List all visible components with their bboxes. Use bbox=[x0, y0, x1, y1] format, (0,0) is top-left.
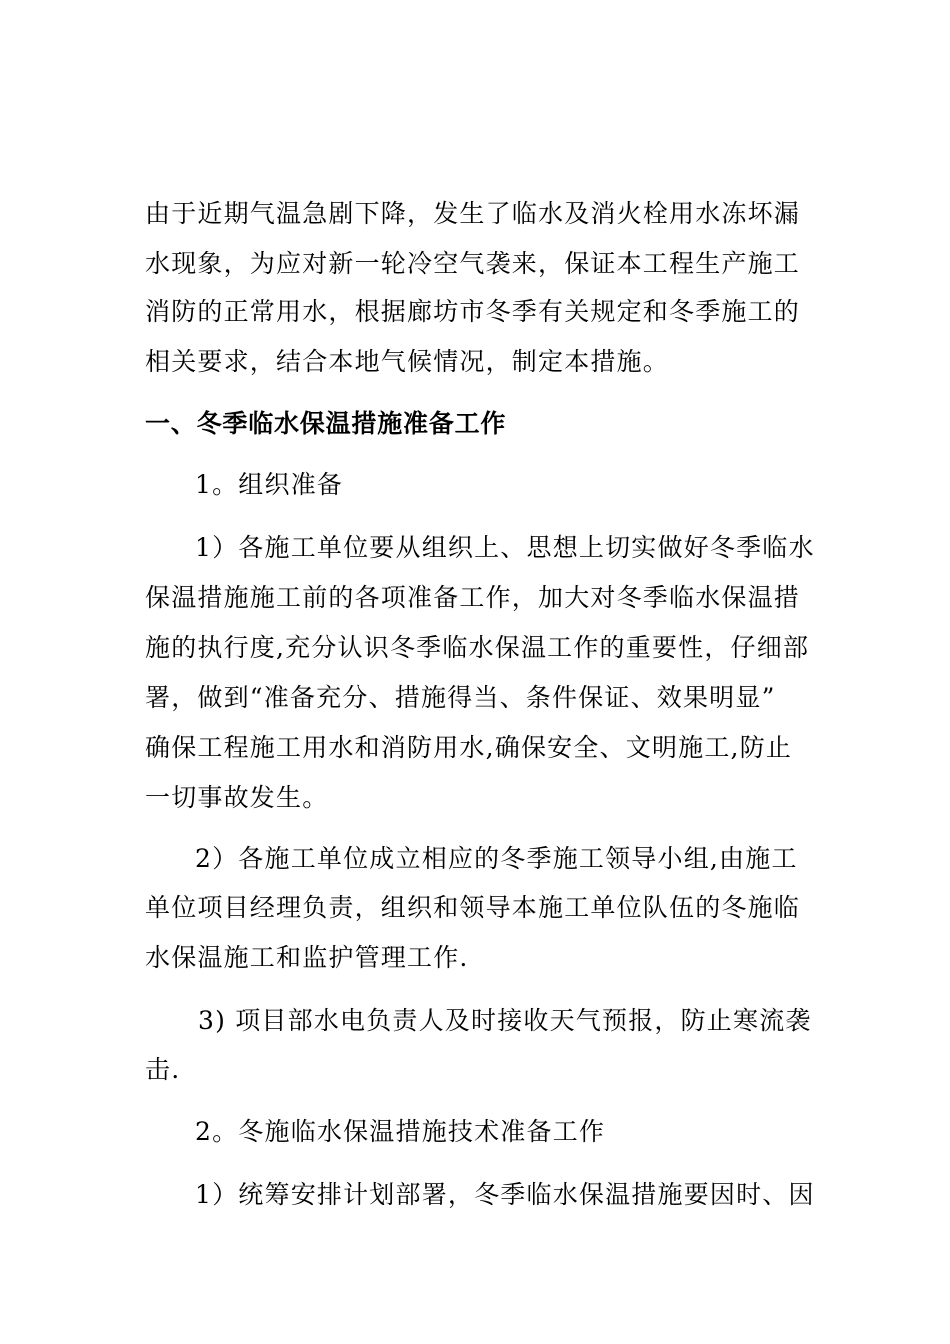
subsection-1-heading: 1。组织准备 bbox=[195, 470, 344, 499]
item-1-line-1: 1）各施工单位要从组织上、思想上切实做好冬季临水 bbox=[195, 533, 815, 562]
item-2-line-3: 水保温施工和监护管理工作. bbox=[145, 943, 469, 972]
item-3-line-2: 击. bbox=[145, 1055, 181, 1084]
intro-line-1: 由于近期气温急剧下降，发生了临水及消火栓用水冻坏漏 bbox=[145, 199, 801, 228]
intro-line-2: 水现象，为应对新一轮冷空气袭来，保证本工程生产施工 bbox=[145, 249, 801, 278]
item-4-line-1: 1）统筹安排计划部署，冬季临水保温措施要因时、因 bbox=[195, 1180, 815, 1209]
item-2-line-1: 2）各施工单位成立相应的冬季施工领导小组,由施工 bbox=[195, 844, 798, 873]
item-3-line-1: 3) 项目部水电负责人及时接收天气预报，防止寒流袭 bbox=[198, 1006, 812, 1035]
item-1-line-5: 确保工程施工用水和消防用水,确保安全、文明施工,防止 bbox=[145, 733, 793, 762]
subsection-2-heading: 2。冬施临水保温措施技术准备工作 bbox=[195, 1117, 606, 1146]
intro-line-4: 相关要求，结合本地气候情况，制定本措施。 bbox=[145, 347, 670, 376]
item-1-line-2: 保温措施施工前的各项准备工作，加大对冬季临水保温措 bbox=[145, 583, 801, 612]
item-2-line-2: 单位项目经理负责，组织和领导本施工单位队伍的冬施临 bbox=[145, 893, 801, 922]
item-1-line-4: 署，做到“准备充分、措施得当、条件保证、效果明显” bbox=[145, 683, 776, 712]
item-1-line-3: 施的执行度,充分认识冬季临水保温工作的重要性，仔细部 bbox=[145, 633, 810, 662]
section-1-heading: 一、冬季临水保温措施准备工作 bbox=[145, 409, 507, 438]
intro-line-3: 消防的正常用水，根据廊坊市冬季有关规定和冬季施工的 bbox=[145, 297, 801, 326]
item-1-line-6: 一切事故发生。 bbox=[145, 783, 329, 812]
